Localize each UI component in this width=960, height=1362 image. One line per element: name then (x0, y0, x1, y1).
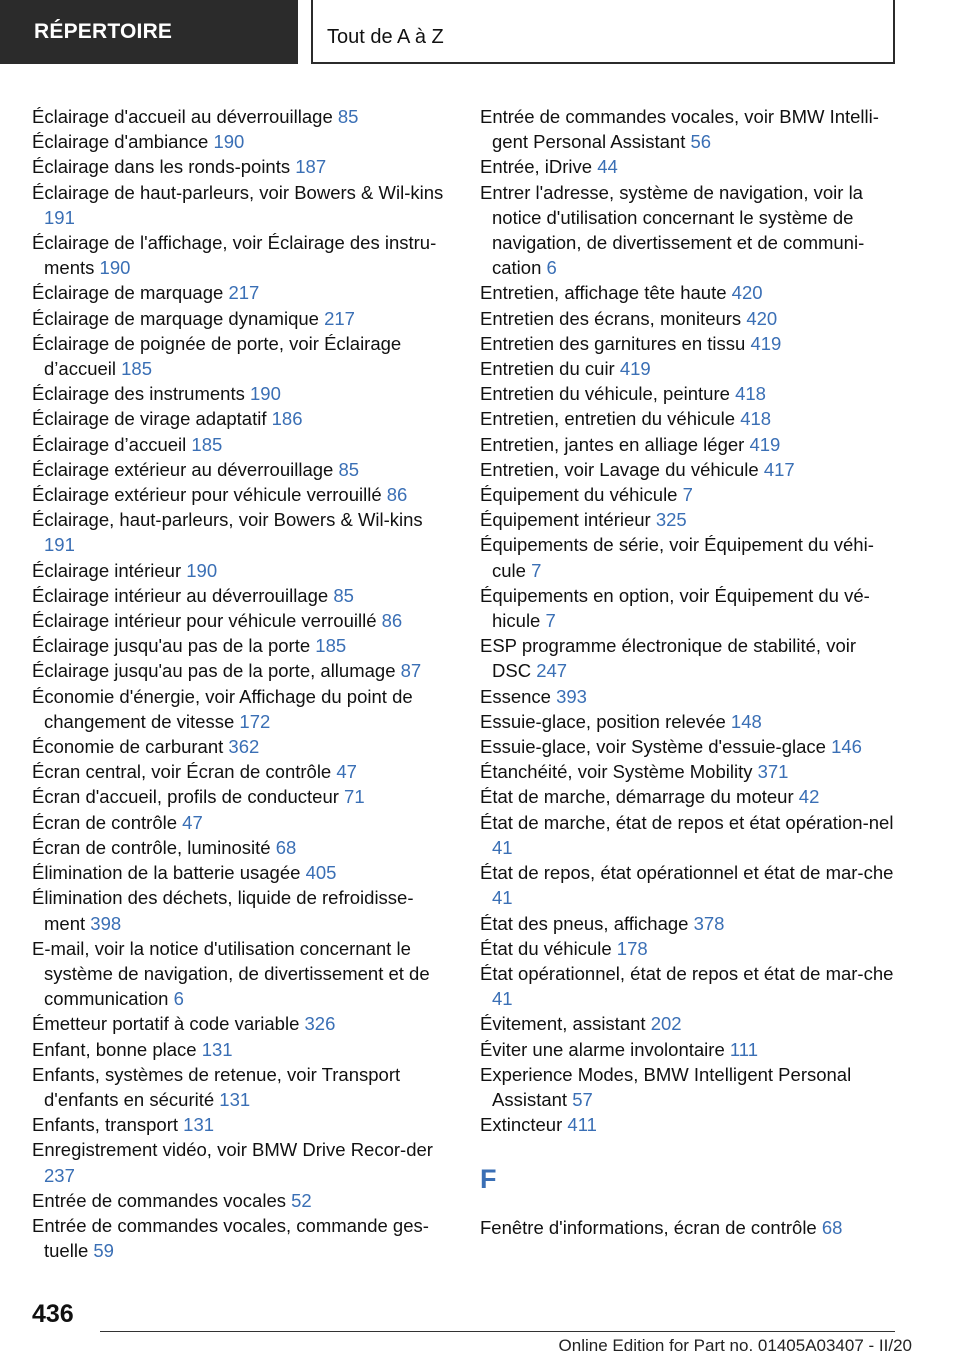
index-entry (32, 810, 448, 835)
page-link[interactable]: 7 (682, 484, 693, 506)
index-entry-text: Éclairage extérieur pour véhicule verrouillé (32, 484, 382, 506)
index-entry-text: Éclairage de virage adaptatif (32, 408, 267, 430)
index-entry-text: Enfants, systèmes de retenue, voir Transport d'enfants en sécurité (32, 1063, 401, 1110)
index-entry (480, 432, 900, 457)
page-link[interactable]: 131 (219, 1088, 251, 1110)
index-entry-text: Essuie-glace, position relevée (480, 710, 726, 732)
index-entry-text: Évitement, assistant (480, 1013, 646, 1035)
index-entry (480, 280, 900, 305)
index-entry (480, 356, 900, 381)
page-link[interactable]: 41 (492, 887, 513, 909)
index-entry (480, 104, 900, 154)
page-link[interactable]: 41 (492, 988, 513, 1010)
page-link[interactable]: 190 (99, 257, 131, 279)
index-entry-text: Éclairage de poignée de porte, voir Éclairage d’accueil (32, 332, 402, 380)
page-link[interactable]: 187 (295, 156, 327, 178)
index-entry-text: Enfants, transport (32, 1114, 179, 1136)
index-entry-text: Extincteur (480, 1114, 563, 1136)
index-entry-text: État de repos, état opérationnel et état de mar-che (480, 862, 894, 884)
index-entry-text: État de marche, état de repos et état opération-nel (480, 811, 894, 833)
index-entry (480, 1011, 900, 1036)
page-link[interactable]: 87 (400, 660, 422, 682)
index-entry-text: Éclairage d'ambiance (32, 131, 209, 153)
index-column-left (32, 104, 448, 1263)
index-entry-text: Entretien, voir Lavage du véhicule (480, 458, 759, 480)
page-link[interactable]: 6 (173, 988, 184, 1010)
index-entry (32, 507, 448, 557)
page-link[interactable]: 68 (821, 1217, 843, 1239)
index-entry-text: Éclairage d’accueil (32, 433, 187, 455)
index-entry (480, 180, 900, 281)
page-link[interactable]: 71 (344, 786, 365, 808)
index-entry-text: Écran d'accueil, profils de conducteur (32, 786, 339, 808)
page-link[interactable]: 186 (271, 408, 303, 430)
index-entry (480, 936, 900, 961)
index-entry-text: Entretien, entretien du véhicule (480, 408, 736, 430)
index-entry-text: Entretien des garnitures en tissu (480, 332, 746, 354)
page-link[interactable]: 41 (492, 836, 513, 858)
page-link[interactable]: 418 (740, 408, 772, 430)
page-link[interactable]: 52 (291, 1189, 312, 1211)
index-entry (480, 911, 900, 936)
page-link[interactable]: 419 (619, 358, 651, 380)
index-entry-text: Équipement du véhicule (480, 484, 678, 506)
index-entry-text: Éclairage intérieur pour véhicule verrouillé (32, 610, 377, 632)
index-entry (32, 1137, 448, 1187)
index-entry (32, 558, 448, 583)
index-entry-text: Entretien du véhicule, peinture (480, 383, 730, 405)
index-entry (480, 734, 900, 759)
page-link[interactable]: 417 (763, 458, 795, 480)
index-entry (32, 104, 448, 129)
index-entry-text: Éclairage jusqu'au pas de la porte, allumage (32, 660, 396, 682)
page-link[interactable]: 217 (324, 307, 355, 329)
page-link[interactable]: 325 (655, 509, 687, 531)
index-entry (32, 280, 448, 305)
index-entry (32, 230, 448, 280)
index-entry (480, 507, 900, 532)
index-entry-text: Équipements de série, voir Équipement du véhi-cule (480, 534, 874, 581)
index-entry-text: Enfant, bonne place (32, 1038, 197, 1060)
index-entry (480, 759, 900, 784)
page-link[interactable]: 47 (336, 761, 357, 783)
index-entry (32, 759, 448, 784)
page-link[interactable]: 185 (121, 358, 153, 380)
page-link[interactable]: 420 (731, 282, 763, 304)
index-entry-text: État de marche, démarrage du moteur (480, 786, 794, 808)
page-link[interactable]: 393 (556, 685, 587, 707)
index-entry (32, 482, 448, 507)
index-entry-text: Éclairage dans les ronds-points (32, 156, 291, 178)
page-link[interactable]: 7 (545, 610, 556, 632)
page-link[interactable]: 42 (798, 786, 820, 808)
index-entry (480, 784, 900, 809)
page-link[interactable]: 419 (750, 332, 782, 354)
index-entry (32, 1037, 448, 1062)
page-link[interactable]: 371 (757, 761, 789, 783)
index-entry-text: Entrée de commandes vocales (32, 1189, 286, 1211)
page-link[interactable]: 190 (213, 131, 245, 153)
page-link[interactable]: 191 (44, 534, 75, 556)
index-entry (480, 633, 900, 683)
index-entry (480, 684, 900, 709)
page-link[interactable]: 178 (616, 937, 648, 959)
page-link[interactable]: 148 (730, 710, 762, 732)
index-entry-text: Entretien des écrans, moniteurs (480, 307, 742, 329)
index-entry-text: Éclairage intérieur (32, 559, 182, 581)
page-link[interactable]: 326 (304, 1013, 336, 1035)
index-entry-text: Éclairage d'accueil au déverrouillage (32, 106, 333, 127)
index-column-right (480, 104, 900, 1241)
index-entry-text: Éclairage extérieur au déverrouillage (32, 458, 334, 480)
index-entry-text: Éclairage de haut-parleurs, voir Bowers & Wil-kins (32, 181, 444, 203)
index-entry-text: Écran de contrôle, luminosité (32, 836, 271, 858)
page-link[interactable]: 185 (315, 635, 347, 657)
index-entry (480, 1062, 900, 1112)
index-entry-text: Entretien du cuir (480, 358, 615, 380)
index-entry (32, 331, 448, 381)
index-entry-text: Éclairage jusqu'au pas de la porte (32, 635, 311, 657)
index-entry (480, 709, 900, 734)
index-entry-text: Essence (480, 685, 551, 707)
page-link[interactable]: 191 (44, 206, 75, 228)
index-entry-text: Économie de carburant (32, 736, 224, 758)
index-entry-text: Éclairage de marquage (32, 282, 224, 304)
index-entry-text: Équipement intérieur (480, 509, 651, 531)
index-entry-text: Essuie-glace, voir Système d'essuie-glace (480, 736, 826, 758)
page-link[interactable]: 85 (337, 106, 359, 127)
page-link[interactable]: 247 (536, 660, 568, 682)
page-link[interactable]: 44 (597, 156, 618, 178)
index-entry (480, 1215, 900, 1240)
index-entry (32, 457, 448, 482)
index-entry (32, 381, 448, 406)
index-entry (480, 331, 900, 356)
footer-edition: Online Edition for Part no. 01405A03407 - II/20 (558, 1336, 912, 1355)
page-number: 436 (32, 1300, 74, 1328)
index-entry (32, 734, 448, 759)
index-entry-text: ESP programme électronique de stabilité, voir DSC (480, 635, 857, 682)
page-link[interactable]: 146 (831, 736, 862, 758)
index-entry-text: Émetteur portatif à code variable (32, 1013, 300, 1035)
index-entry-text: Élimination de la batterie usagée (32, 862, 301, 884)
index-entry-text: Entrée de commandes vocales, commande ges-tuelle (32, 1214, 429, 1262)
page-link[interactable]: 398 (90, 912, 122, 934)
index-entry (32, 835, 448, 860)
index-entry (32, 129, 448, 154)
index-entry (32, 154, 448, 179)
index-entry (32, 633, 448, 658)
index-entry-text: Éclairage, haut-parleurs, voir Bowers & Wil-kins (32, 509, 423, 531)
index-entry (32, 608, 448, 633)
page-link[interactable]: 378 (693, 912, 725, 934)
index-entry (32, 658, 448, 683)
page-link[interactable]: 85 (333, 584, 354, 606)
index-entry (32, 885, 448, 935)
index-entry (32, 180, 448, 230)
index-entry (32, 860, 448, 885)
index-entry-text: Écran central, voir Écran de contrôle (32, 761, 332, 783)
page-link[interactable]: 86 (386, 484, 408, 506)
page-link[interactable]: 86 (381, 610, 403, 632)
page-link[interactable]: 7 (531, 559, 542, 581)
index-entry (32, 1188, 448, 1213)
index-entry (32, 936, 448, 1012)
index-list-f (480, 1215, 900, 1240)
index-entry-text: Entrer l'adresse, système de navigation, voir la notice d'utilisation concernant le système de navigation, de divertissement et de communi-cation (480, 181, 865, 279)
index-entry-text: Entretien, jantes en alliage léger (480, 433, 745, 455)
index-entry (480, 154, 900, 179)
index-entry-text: Économie d'énergie, voir Affichage du point de changement de vitesse (32, 685, 413, 732)
index-entry-text: Éclairage des instruments (32, 383, 245, 405)
index-entry (32, 1112, 448, 1137)
index-entry-text: Équipements en option, voir Équipement du vé-hicule (480, 584, 870, 632)
index-entry (32, 1213, 448, 1263)
index-entry (480, 1037, 900, 1062)
page-link[interactable]: 217 (228, 282, 260, 304)
index-entry (480, 810, 900, 860)
index-entry (480, 860, 900, 910)
index-entry-text: Entrée de commandes vocales, voir BMW Intelli-gent Personal Assistant (480, 106, 879, 153)
index-entry (480, 583, 900, 633)
chapter-header (311, 0, 895, 64)
index-entry (32, 406, 448, 431)
footer-divider (100, 1331, 895, 1332)
index-entry (32, 432, 448, 457)
section-tab (0, 0, 298, 64)
index-entry-text: Éclairage intérieur au déverrouillage (32, 584, 329, 606)
index-entry-text: Entrée, iDrive (480, 156, 593, 178)
index-entry (480, 532, 900, 582)
index-entry-text: E-mail, voir la notice d'utilisation concernant le système de navigation, de divertissement et de communication (32, 937, 430, 1010)
chapter-title: Tout de A à Z (327, 26, 444, 48)
index-entry-text: État opérationnel, état de repos et état de mar-che (480, 962, 894, 984)
page-link[interactable]: 85 (338, 458, 360, 480)
index-entry (32, 684, 448, 734)
section-title: RÉPERTOIRE (34, 20, 173, 43)
page-link[interactable]: 411 (567, 1114, 597, 1136)
index-entry-text: État des pneus, affichage (480, 912, 689, 934)
page-link[interactable]: 237 (44, 1164, 75, 1186)
index-entry-text: Fenêtre d'informations, écran de contrôle (480, 1217, 817, 1239)
index-entry-text: État du véhicule (480, 937, 612, 959)
index-entry (480, 381, 900, 406)
page-link[interactable]: 47 (182, 811, 203, 833)
index-entry-text: Éclairage de l'affichage, voir Éclairage des instru-ments (32, 232, 437, 279)
page-link[interactable]: 131 (201, 1038, 233, 1060)
page-link[interactable]: 172 (239, 710, 271, 732)
page-link[interactable]: 68 (275, 836, 297, 858)
page-link[interactable]: 190 (186, 559, 218, 581)
index-list-e (480, 104, 900, 1137)
page-link[interactable]: 6 (546, 257, 557, 279)
index-entry (480, 961, 900, 1011)
page-link[interactable]: 59 (93, 1240, 114, 1262)
page-link[interactable]: 362 (228, 736, 260, 758)
index-entry-text: Enregistrement vidéo, voir BMW Drive Recor-der (32, 1139, 433, 1161)
page-link[interactable]: 111 (729, 1038, 759, 1060)
index-entry (480, 1112, 900, 1137)
page-link[interactable]: 57 (572, 1088, 593, 1110)
index-entry (32, 306, 448, 331)
page-link[interactable]: 419 (749, 433, 781, 455)
page-link[interactable]: 418 (735, 383, 766, 405)
page-link[interactable]: 56 (690, 131, 712, 153)
page-link[interactable]: 420 (746, 307, 778, 329)
index-entry (480, 306, 900, 331)
index-entry-text: Élimination des déchets, liquide de refroidisse-ment (32, 887, 414, 934)
index-entry-text: Éviter une alarme involontaire (480, 1038, 725, 1060)
page-link[interactable]: 190 (250, 383, 281, 405)
index-entry (32, 583, 448, 608)
index-entry-text: Experience Modes, BMW Intelligent Personal Assistant (480, 1063, 852, 1110)
page-link[interactable]: 202 (650, 1013, 682, 1035)
index-entry-text: Écran de contrôle (32, 811, 178, 833)
index-entry-text: Entretien, affichage tête haute (480, 282, 727, 304)
section-letter-heading: F (480, 1164, 497, 1195)
index-entry-text: Éclairage de marquage dynamique (32, 307, 319, 329)
index-entry-text: Étanchéité, voir Système Mobility (480, 761, 753, 783)
page-link[interactable]: 405 (305, 862, 337, 884)
index-entry (32, 784, 448, 809)
index-entry (480, 482, 900, 507)
page-link[interactable]: 131 (183, 1114, 215, 1136)
index-entry (480, 406, 900, 431)
index-entry (32, 1062, 448, 1112)
page-link[interactable]: 185 (191, 433, 223, 455)
index-entry (32, 1011, 448, 1036)
index-entry (480, 457, 900, 482)
